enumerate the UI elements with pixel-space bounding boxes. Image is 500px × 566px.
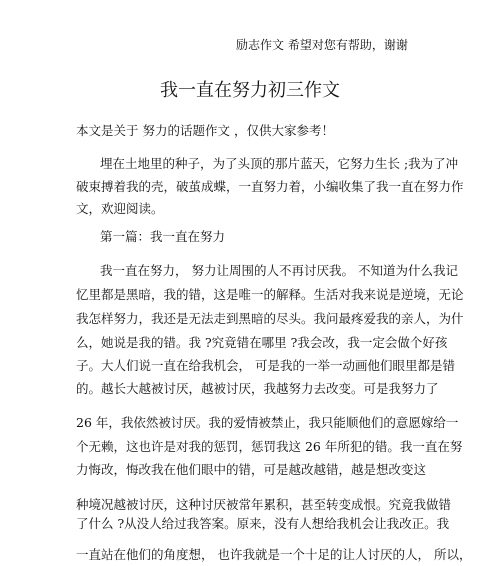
intro-line: 本文是关于 努力的话题作文 ，仅供大家参考！ [76,123,334,138]
paragraph-line: 子。大人们说一直在给我机会， 可是我的一举一动画他们眼里都是错 [76,358,455,373]
document-title: 我一直在努力初三作文 [160,80,340,101]
paragraph-line: 26 年，我依然被讨厌。我的爱情被禁止，我只能顺他们的意愿嫁给一 [76,415,459,430]
paragraph-line: 个无赖，这也许是对我的惩罚，惩罚我这 26 年所犯的错。我一直在努 [76,439,463,454]
paragraph-line: 的。越长大越被讨厌，越被讨厌，我越努力去改变。可是我努力了 [76,381,439,396]
paragraph-line: 力悔改，悔改我在他们眼中的错，可是越改越错，越是想改变这 [76,462,427,477]
paragraph-line: 忆里都是黑暗，我的错，这是唯一的解释。生活对我来说是逆境，无论 [76,287,464,302]
document-header: 励志作文 希望对您有帮助，谢谢 [236,38,408,52]
paragraph-line: 我怎样努力，我还是无法走到黑暗的尽头。我问最疼爱我的亲人，为什 [76,311,464,326]
paragraph-line: 文，欢迎阅读。 [76,201,164,216]
paragraph-line: 么，她说是我的错。我 ?究竟错在哪里 ?我会改，我一定会做个好孩 [76,335,448,350]
paragraph-line: 破束搏着我的壳，破茧成蝶，一直努力着，小编收集了我一直在努力作 [76,179,464,194]
paragraph-line: 了什么 ?从没人给过我答案。原来，没有人想给我机会让我改正。我 [76,516,450,531]
paragraph-line: 埋在土地里的种子，为了头顶的那片蓝天，它努力生长 ;我为了冲 [100,156,459,171]
paragraph-line: 我一直在努力， 努力让周围的人不再讨厌我。 不知道为什么我记 [100,263,458,278]
section-heading: 第一篇：我一直在努力 [100,229,226,244]
paragraph-line: 种境况越被讨厌，这种讨厌被常年累积，甚至转变成恨。究竟我做错 [76,497,452,512]
paragraph-line: 一直站在他们的角度想， 也许我就是一个十足的让人讨厌的人， 所以， [76,547,472,562]
